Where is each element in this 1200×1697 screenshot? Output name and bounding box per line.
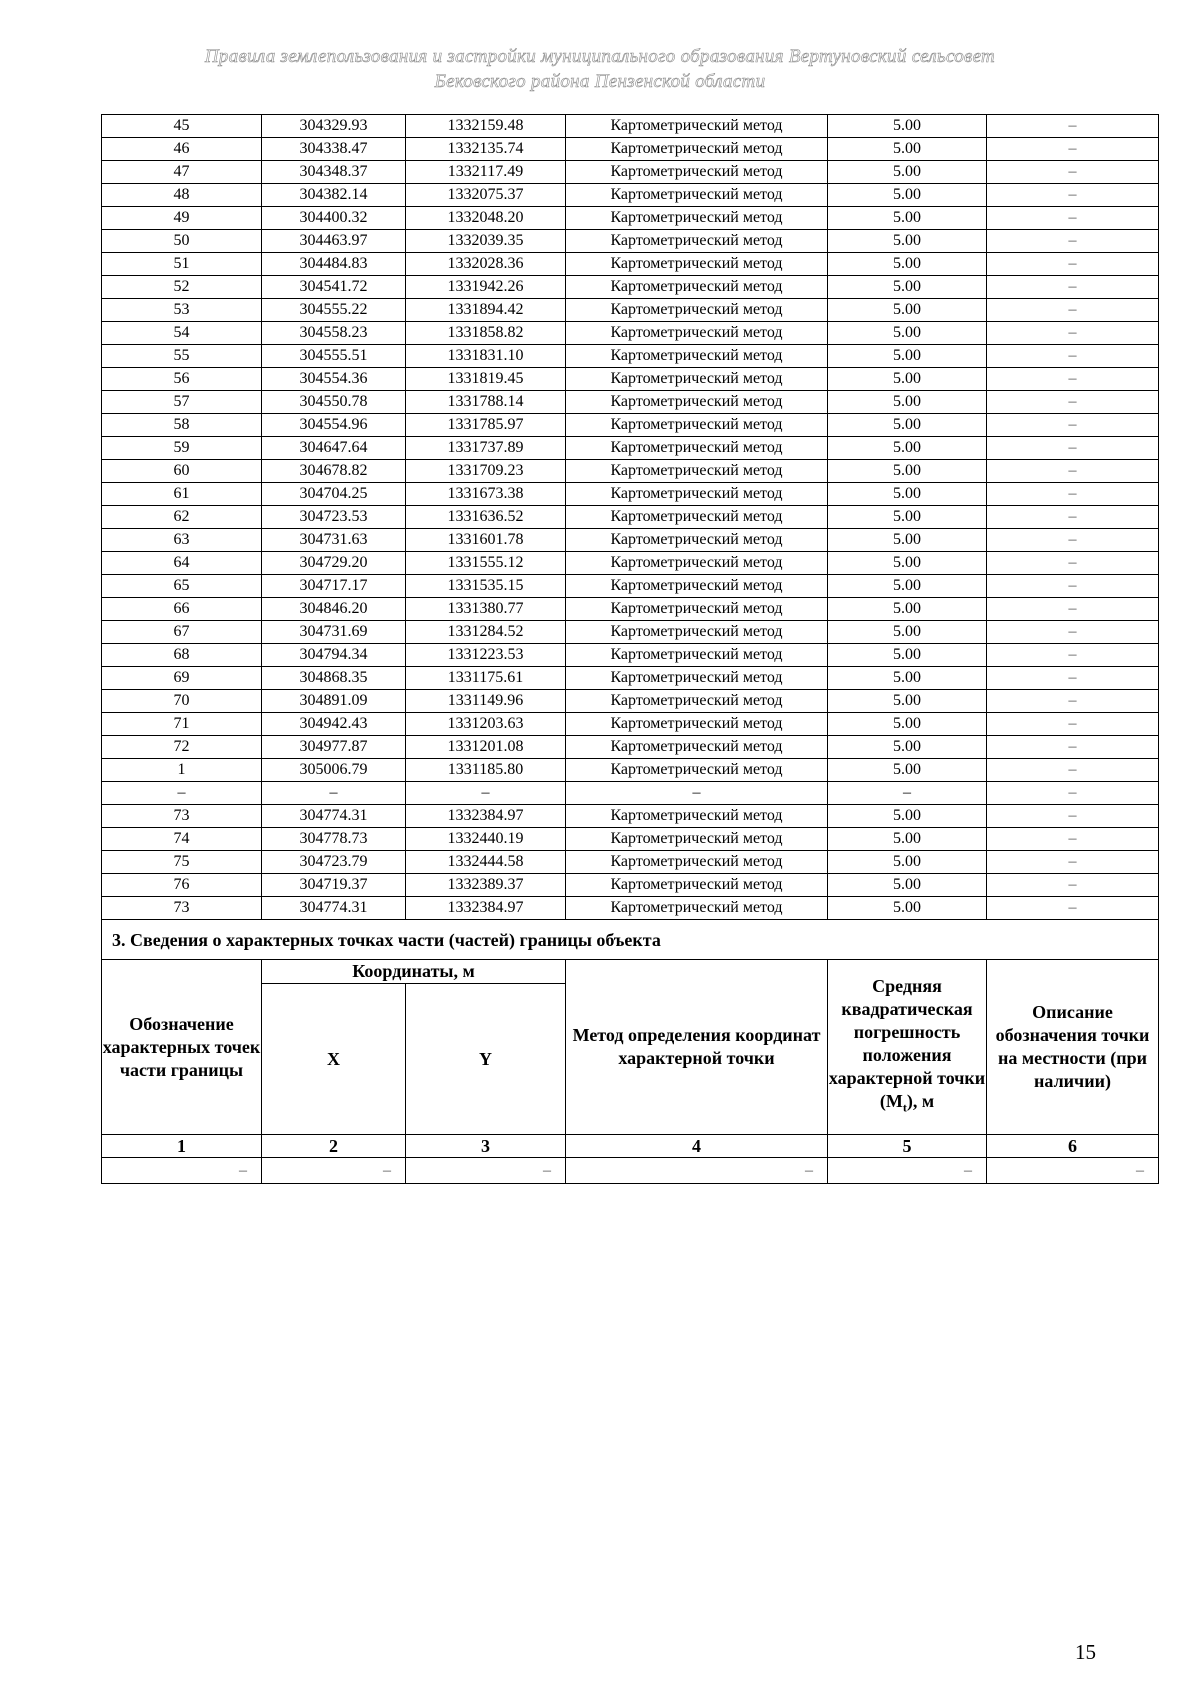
table-row <box>102 391 1159 414</box>
table-cell: 5.00 <box>828 368 987 391</box>
running-header-line1: Правила землепользования и застройки муниципального образования Вертуновский сельсовет <box>204 46 996 67</box>
table-row <box>102 322 1159 345</box>
table-cell: Картометрический метод <box>566 690 828 713</box>
table-row <box>102 575 1159 598</box>
table-cell: 304704.25 <box>262 483 406 506</box>
table-cell: – <box>987 736 1159 759</box>
table-cell: Картометрический метод <box>566 460 828 483</box>
table-cell: 72 <box>102 736 262 759</box>
table-row <box>102 644 1159 667</box>
table-cell: – <box>987 115 1159 138</box>
table-cell: 304731.63 <box>262 529 406 552</box>
table-cell: 56 <box>102 368 262 391</box>
table-cell: 54 <box>102 322 262 345</box>
table-cell: 304774.31 <box>262 805 406 828</box>
col-num-4: 4 <box>566 1135 828 1158</box>
table-row <box>102 506 1159 529</box>
table-cell: – <box>828 782 987 805</box>
table-cell: 68 <box>102 644 262 667</box>
table-cell: 304678.82 <box>262 460 406 483</box>
table-row <box>102 736 1159 759</box>
table-row <box>102 207 1159 230</box>
coords-header: Координаты, м <box>262 960 566 984</box>
table-cell: 5.00 <box>828 184 987 207</box>
table-row <box>102 874 1159 897</box>
table-cell: – <box>987 713 1159 736</box>
table-cell: 304723.79 <box>262 851 406 874</box>
table-cell: Картометрический метод <box>566 437 828 460</box>
table-cell: Картометрический метод <box>566 598 828 621</box>
table-cell: Картометрический метод <box>566 759 828 782</box>
table-row <box>102 115 1159 138</box>
table-row <box>102 897 1159 920</box>
table-cell: 1331737.89 <box>406 437 566 460</box>
table-cell: 47 <box>102 161 262 184</box>
table-cell: 304846.20 <box>262 598 406 621</box>
table-cell: Картометрический метод <box>566 276 828 299</box>
table-cell: 5.00 <box>828 874 987 897</box>
table-cell: – <box>987 391 1159 414</box>
table-cell: 1331942.26 <box>406 276 566 299</box>
table-row <box>102 437 1159 460</box>
table-cell: – <box>987 299 1159 322</box>
table-cell: 304729.20 <box>262 552 406 575</box>
table-cell: 1 <box>102 759 262 782</box>
table-cell: Картометрический метод <box>566 713 828 736</box>
table-cell: Картометрический метод <box>566 414 828 437</box>
table-cell: – <box>987 621 1159 644</box>
table-cell: 1331149.96 <box>406 690 566 713</box>
col-num-3: 3 <box>406 1135 566 1158</box>
table-cell: 5.00 <box>828 552 987 575</box>
section3-title: 3. Сведения о характерных точках части (частей) границы объекта <box>102 920 1159 960</box>
table-cell: 1331636.52 <box>406 506 566 529</box>
section3-title-row <box>102 920 1159 960</box>
table-cell: 1331223.53 <box>406 644 566 667</box>
table-cell: – <box>987 506 1159 529</box>
table-row <box>102 161 1159 184</box>
table-cell: 1331203.63 <box>406 713 566 736</box>
table-cell: 1332444.58 <box>406 851 566 874</box>
table-cell: 5.00 <box>828 621 987 644</box>
table-cell: – <box>987 368 1159 391</box>
table-cell: Картометрический метод <box>566 138 828 161</box>
table-cell: 5.00 <box>828 437 987 460</box>
table-cell: 1332389.37 <box>406 874 566 897</box>
table-row <box>102 621 1159 644</box>
table-cell: 70 <box>102 690 262 713</box>
empty-cell: – <box>828 1158 987 1184</box>
table-cell: 53 <box>102 299 262 322</box>
table-cell: 74 <box>102 828 262 851</box>
table-cell: 304348.37 <box>262 161 406 184</box>
table-cell: 304555.51 <box>262 345 406 368</box>
table-cell: 304484.83 <box>262 253 406 276</box>
table-cell: 65 <box>102 575 262 598</box>
table-cell: 5.00 <box>828 138 987 161</box>
table-cell: 46 <box>102 138 262 161</box>
table-cell: 1332384.97 <box>406 805 566 828</box>
col-point-designation-header: Обозначение характерных точек части границы <box>102 960 262 1135</box>
table-cell: 304647.64 <box>262 437 406 460</box>
table-cell: 5.00 <box>828 529 987 552</box>
table-cell: 1332135.74 <box>406 138 566 161</box>
table-cell: – <box>406 782 566 805</box>
table-cell: Картометрический метод <box>566 897 828 920</box>
table-cell: Картометрический метод <box>566 322 828 345</box>
table-cell: 49 <box>102 207 262 230</box>
method-header: Метод определения координат характерной точки <box>566 960 828 1135</box>
table-cell: – <box>987 345 1159 368</box>
table-cell: 304400.32 <box>262 207 406 230</box>
table-cell: 304794.34 <box>262 644 406 667</box>
table-cell: 1331601.78 <box>406 529 566 552</box>
table-cell: 304717.17 <box>262 575 406 598</box>
table-cell: 66 <box>102 598 262 621</box>
table-cell: 304554.36 <box>262 368 406 391</box>
table-cell: 5.00 <box>828 460 987 483</box>
table-cell: 1331175.61 <box>406 667 566 690</box>
table-cell: 1331201.08 <box>406 736 566 759</box>
table-cell: 1332039.35 <box>406 230 566 253</box>
table-cell: – <box>987 575 1159 598</box>
empty-cell: – <box>987 1158 1159 1184</box>
table-cell: 304463.97 <box>262 230 406 253</box>
table-row <box>102 690 1159 713</box>
table-row <box>102 759 1159 782</box>
table-cell: – <box>987 483 1159 506</box>
table-cell: 304977.87 <box>262 736 406 759</box>
table-cell: 50 <box>102 230 262 253</box>
table-cell: Картометрический метод <box>566 828 828 851</box>
table-row <box>102 667 1159 690</box>
page-number: 15 <box>1075 1640 1096 1664</box>
table-cell: 52 <box>102 276 262 299</box>
table-row <box>102 138 1159 161</box>
table-cell: 304555.22 <box>262 299 406 322</box>
table-cell: 304891.09 <box>262 690 406 713</box>
table-cell: – <box>987 460 1159 483</box>
empty-cell: – <box>262 1158 406 1184</box>
table-cell: 1331284.52 <box>406 621 566 644</box>
table-cell: Картометрический метод <box>566 483 828 506</box>
table-row <box>102 851 1159 874</box>
table-cell: 1331785.97 <box>406 414 566 437</box>
table-row <box>102 253 1159 276</box>
table-cell: 5.00 <box>828 851 987 874</box>
table-cell: 5.00 <box>828 483 987 506</box>
table-cell: 67 <box>102 621 262 644</box>
table-row <box>102 276 1159 299</box>
table-cell: Картометрический метод <box>566 529 828 552</box>
table-cell: – <box>987 207 1159 230</box>
table-cell: 304868.35 <box>262 667 406 690</box>
table-cell: – <box>987 529 1159 552</box>
table-cell: 58 <box>102 414 262 437</box>
table-cell: 5.00 <box>828 299 987 322</box>
table-cell: – <box>566 782 828 805</box>
table-cell: – <box>987 667 1159 690</box>
table-cell: – <box>987 184 1159 207</box>
table-cell: Картометрический метод <box>566 736 828 759</box>
table-cell: 59 <box>102 437 262 460</box>
error-header: Средняя квадратическая погрешность положения характерной точки $(M_t)$, м <box>828 960 987 1135</box>
table-cell: – <box>987 759 1159 782</box>
table-row <box>102 483 1159 506</box>
table-cell: – <box>987 276 1159 299</box>
table-cell: 1331185.80 <box>406 759 566 782</box>
boundary-points-table <box>101 114 1159 1184</box>
table-cell: 5.00 <box>828 828 987 851</box>
table-cell: 5.00 <box>828 644 987 667</box>
table-row <box>102 460 1159 483</box>
col-num-2: 2 <box>262 1135 406 1158</box>
table-row <box>102 368 1159 391</box>
table-cell: 5.00 <box>828 391 987 414</box>
table-row <box>102 345 1159 368</box>
table-cell: Картометрический метод <box>566 506 828 529</box>
table-cell: 304382.14 <box>262 184 406 207</box>
table-cell: Картометрический метод <box>566 253 828 276</box>
table-cell: 304554.96 <box>262 414 406 437</box>
table-row <box>102 713 1159 736</box>
empty-cell: – <box>406 1158 566 1184</box>
table-row <box>102 598 1159 621</box>
table-cell: Картометрический метод <box>566 115 828 138</box>
table-cell: 63 <box>102 529 262 552</box>
table-cell: 5.00 <box>828 667 987 690</box>
col-num-5: 5 <box>828 1135 987 1158</box>
col-num-1: 1 <box>102 1135 262 1158</box>
table-cell: – <box>987 161 1159 184</box>
table-cell: – <box>987 253 1159 276</box>
table-cell: 304723.53 <box>262 506 406 529</box>
table-cell: – <box>102 782 262 805</box>
table-cell: – <box>987 598 1159 621</box>
description-header: Описание обозначения точки на местности (при наличии) <box>987 960 1159 1135</box>
table-cell: 5.00 <box>828 322 987 345</box>
table-cell: 5.00 <box>828 805 987 828</box>
table-cell: – <box>987 322 1159 345</box>
table-cell: 64 <box>102 552 262 575</box>
table-cell: 1331555.12 <box>406 552 566 575</box>
table-cell: Картометрический метод <box>566 207 828 230</box>
table-cell: 75 <box>102 851 262 874</box>
table-row <box>102 828 1159 851</box>
table-cell: 304550.78 <box>262 391 406 414</box>
table-cell: – <box>987 805 1159 828</box>
table-cell: 73 <box>102 897 262 920</box>
table-cell: 1331673.38 <box>406 483 566 506</box>
table-cell: 304719.37 <box>262 874 406 897</box>
table-cell: Картометрический метод <box>566 230 828 253</box>
table-cell: 1332440.19 <box>406 828 566 851</box>
table-cell: – <box>987 897 1159 920</box>
table-cell: Картометрический метод <box>566 184 828 207</box>
table-cell: 1331831.10 <box>406 345 566 368</box>
table-cell: Картометрический метод <box>566 299 828 322</box>
table-cell: 304541.72 <box>262 276 406 299</box>
table-cell: Картометрический метод <box>566 391 828 414</box>
table-cell: 5.00 <box>828 230 987 253</box>
table-cell: 51 <box>102 253 262 276</box>
table-cell: 1331819.45 <box>406 368 566 391</box>
table-cell: 5.00 <box>828 345 987 368</box>
table-cell: 1331788.14 <box>406 391 566 414</box>
table-cell: – <box>987 690 1159 713</box>
table-cell: 5.00 <box>828 690 987 713</box>
table-cell: 73 <box>102 805 262 828</box>
running-header-line2: Бековского района Пензенской области <box>434 71 766 92</box>
table-cell: – <box>987 874 1159 897</box>
table-cell: 45 <box>102 115 262 138</box>
table-cell: 5.00 <box>828 506 987 529</box>
table-row <box>102 529 1159 552</box>
table-row <box>102 414 1159 437</box>
table-cell: 1331709.23 <box>406 460 566 483</box>
table-cell: – <box>262 782 406 805</box>
table-cell: – <box>987 437 1159 460</box>
table-cell: 5.00 <box>828 276 987 299</box>
table-cell: 1332117.49 <box>406 161 566 184</box>
table-cell: 55 <box>102 345 262 368</box>
table-row <box>102 782 1159 805</box>
table-cell: 5.00 <box>828 759 987 782</box>
table-row <box>102 299 1159 322</box>
table-cell: Картометрический метод <box>566 368 828 391</box>
table-row <box>102 230 1159 253</box>
empty-cell: – <box>566 1158 828 1184</box>
table-cell: 5.00 <box>828 207 987 230</box>
table-row <box>102 184 1159 207</box>
table-cell: 1332384.97 <box>406 897 566 920</box>
table-cell: 304731.69 <box>262 621 406 644</box>
table-cell: Картометрический метод <box>566 345 828 368</box>
table-cell: – <box>987 644 1159 667</box>
section3-empty-row <box>102 1158 1159 1184</box>
table-cell: 5.00 <box>828 736 987 759</box>
table-cell: 5.00 <box>828 713 987 736</box>
table-cell: 61 <box>102 483 262 506</box>
table-cell: Картометрический метод <box>566 161 828 184</box>
table-cell: Картометрический метод <box>566 575 828 598</box>
table-cell: Картометрический метод <box>566 874 828 897</box>
table-cell: 5.00 <box>828 575 987 598</box>
table-cell: Картометрический метод <box>566 851 828 874</box>
table-cell: 5.00 <box>828 414 987 437</box>
table-cell: 5.00 <box>828 253 987 276</box>
table-cell: 71 <box>102 713 262 736</box>
table-cell: 1331535.15 <box>406 575 566 598</box>
table-cell: 5.00 <box>828 115 987 138</box>
x-header: X <box>262 984 406 1135</box>
table-cell: 304774.31 <box>262 897 406 920</box>
table-cell: 1332159.48 <box>406 115 566 138</box>
table-cell: 304778.73 <box>262 828 406 851</box>
table-cell: 5.00 <box>828 161 987 184</box>
section3-header-row1 <box>102 960 1159 984</box>
table-cell: 1332028.36 <box>406 253 566 276</box>
table-cell: Картометрический метод <box>566 552 828 575</box>
table-cell: 48 <box>102 184 262 207</box>
table-cell: – <box>987 138 1159 161</box>
table-cell: Картометрический метод <box>566 805 828 828</box>
table-cell: 304338.47 <box>262 138 406 161</box>
table-cell: 60 <box>102 460 262 483</box>
table-cell: – <box>987 552 1159 575</box>
table-cell: 1332075.37 <box>406 184 566 207</box>
table-cell: 1332048.20 <box>406 207 566 230</box>
table-cell: – <box>987 782 1159 805</box>
table-row <box>102 552 1159 575</box>
y-header: Y <box>406 984 566 1135</box>
table-cell: – <box>987 414 1159 437</box>
table-cell: 62 <box>102 506 262 529</box>
table-cell: 1331858.82 <box>406 322 566 345</box>
table-cell: Картометрический метод <box>566 667 828 690</box>
table-cell: 69 <box>102 667 262 690</box>
table-cell: 76 <box>102 874 262 897</box>
table-cell: 5.00 <box>828 598 987 621</box>
table-cell: – <box>987 851 1159 874</box>
table-cell: 57 <box>102 391 262 414</box>
table-cell: – <box>987 230 1159 253</box>
table-cell: Картометрический метод <box>566 644 828 667</box>
empty-cell: – <box>102 1158 262 1184</box>
table-cell: 304942.43 <box>262 713 406 736</box>
column-numbers-row <box>102 1135 1159 1158</box>
col-num-6: 6 <box>987 1135 1159 1158</box>
table-cell: 304558.23 <box>262 322 406 345</box>
table-cell: Картометрический метод <box>566 621 828 644</box>
table-cell: 305006.79 <box>262 759 406 782</box>
table-cell: 1331380.77 <box>406 598 566 621</box>
data-rows <box>102 115 1159 920</box>
table-row <box>102 805 1159 828</box>
table-cell: 1331894.42 <box>406 299 566 322</box>
table-cell: 5.00 <box>828 897 987 920</box>
table-cell: 304329.93 <box>262 115 406 138</box>
table-cell: – <box>987 828 1159 851</box>
